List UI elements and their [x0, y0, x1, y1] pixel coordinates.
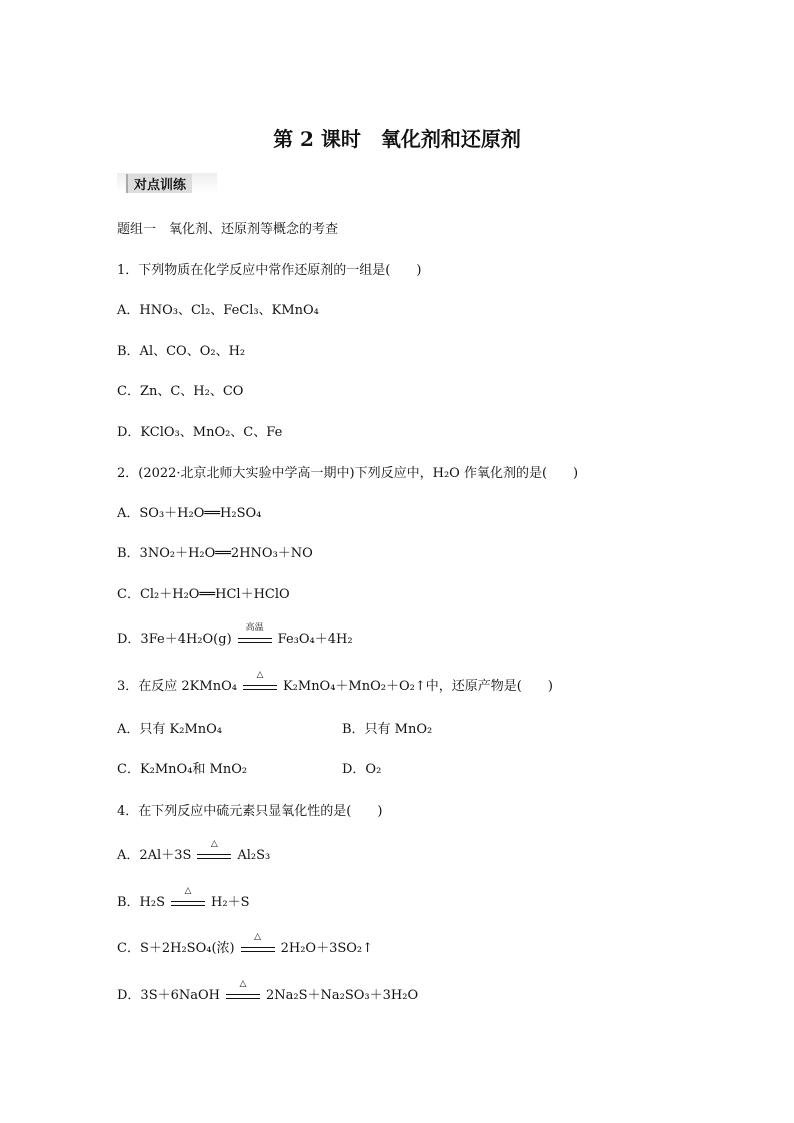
q3-row-2: [117, 761, 617, 779]
q1-option-d: D．KClO₃、MnO₂、C、Fe: [117, 425, 283, 440]
condition-arrow: [238, 622, 272, 647]
q2-option-b: B．3NO₂＋H₂O══2HNO₃＋NO: [117, 546, 313, 561]
q2-option-a: A．SO₃＋H₂O══H₂SO₄: [117, 506, 262, 521]
stem-right: K₂MnO₄＋MnO₂＋O₂↑中，还原产物是( ): [282, 679, 553, 694]
q3-option-b: B．只有 MnO₂: [342, 722, 433, 737]
question-group-heading: 题组一 氧化剂、还原剂等概念的考查: [117, 222, 339, 237]
reactants: B．H₂S: [117, 895, 166, 910]
q4-stem: 4．在下列反应中硫元素只显氧化性的是( ): [117, 804, 383, 819]
reactants: D．3Fe＋4H₂O(g): [117, 632, 232, 647]
q4-option-c: [117, 931, 374, 958]
condition-arrow: [171, 885, 205, 910]
condition-arrow: [241, 931, 275, 956]
reactants: D．3S＋6NaOH: [117, 988, 220, 1003]
heat-symbol: △: [184, 885, 192, 896]
q3-option-c: C．K₂MnO₄和 MnO₂: [117, 762, 248, 777]
condition-arrow: [243, 669, 277, 694]
q4-option-a: [117, 838, 271, 865]
q3-option-a: A．只有 K₂MnO₄: [117, 722, 222, 737]
section-tag-label: 对点训练: [126, 174, 192, 193]
heat-symbol: △: [256, 669, 264, 680]
q1-stem: 1．下列物质在化学反应中常作还原剂的一组是( ): [117, 263, 422, 278]
q3-option-d: D．O₂: [342, 762, 382, 777]
condition-arrow: [226, 978, 260, 1003]
heat-symbol: △: [210, 838, 218, 849]
q3-row-1: [117, 721, 617, 739]
heat-symbol: △: [254, 931, 262, 942]
q4-option-b: [117, 885, 250, 912]
products: 2H₂O＋3SO₂↑: [280, 941, 374, 956]
q1-option-b: B．Al、CO、O₂、H₂: [117, 344, 246, 359]
reactants: C．S＋2H₂SO₄(浓): [117, 941, 235, 956]
products: 2Na₂S＋Na₂SO₃＋3H₂O: [266, 988, 419, 1003]
products: Fe₃O₄＋4H₂: [277, 632, 353, 647]
q4-option-d: [117, 978, 419, 1005]
condition-arrow: [197, 838, 231, 863]
q2-option-d: [117, 622, 353, 649]
q2-stem: 2．(2022·北京北师大实验中学高一期中)下列反应中，H₂O 作氧化剂的是( ): [117, 466, 579, 481]
q2-option-c: C．Cl₂＋H₂O══HCl＋HClO: [117, 587, 290, 602]
products: H₂＋S: [211, 895, 250, 910]
q1-option-c: C．Zn、C、H₂、CO: [117, 384, 244, 399]
products: Al₂S₃: [237, 848, 271, 863]
stem-left: 3．在反应 2KMnO₄: [117, 679, 237, 694]
q1-option-a: A．HNO₃、Cl₂、FeCl₃、KMnO₄: [117, 303, 319, 318]
reactants: A．2Al＋3S: [117, 848, 192, 863]
q3-stem: [117, 669, 553, 696]
condition-label: 高温: [245, 622, 264, 633]
page-title: 第 2 课时 氧化剂和还原剂: [273, 127, 521, 151]
section-tag: [117, 173, 217, 193]
heat-symbol: △: [239, 978, 247, 989]
